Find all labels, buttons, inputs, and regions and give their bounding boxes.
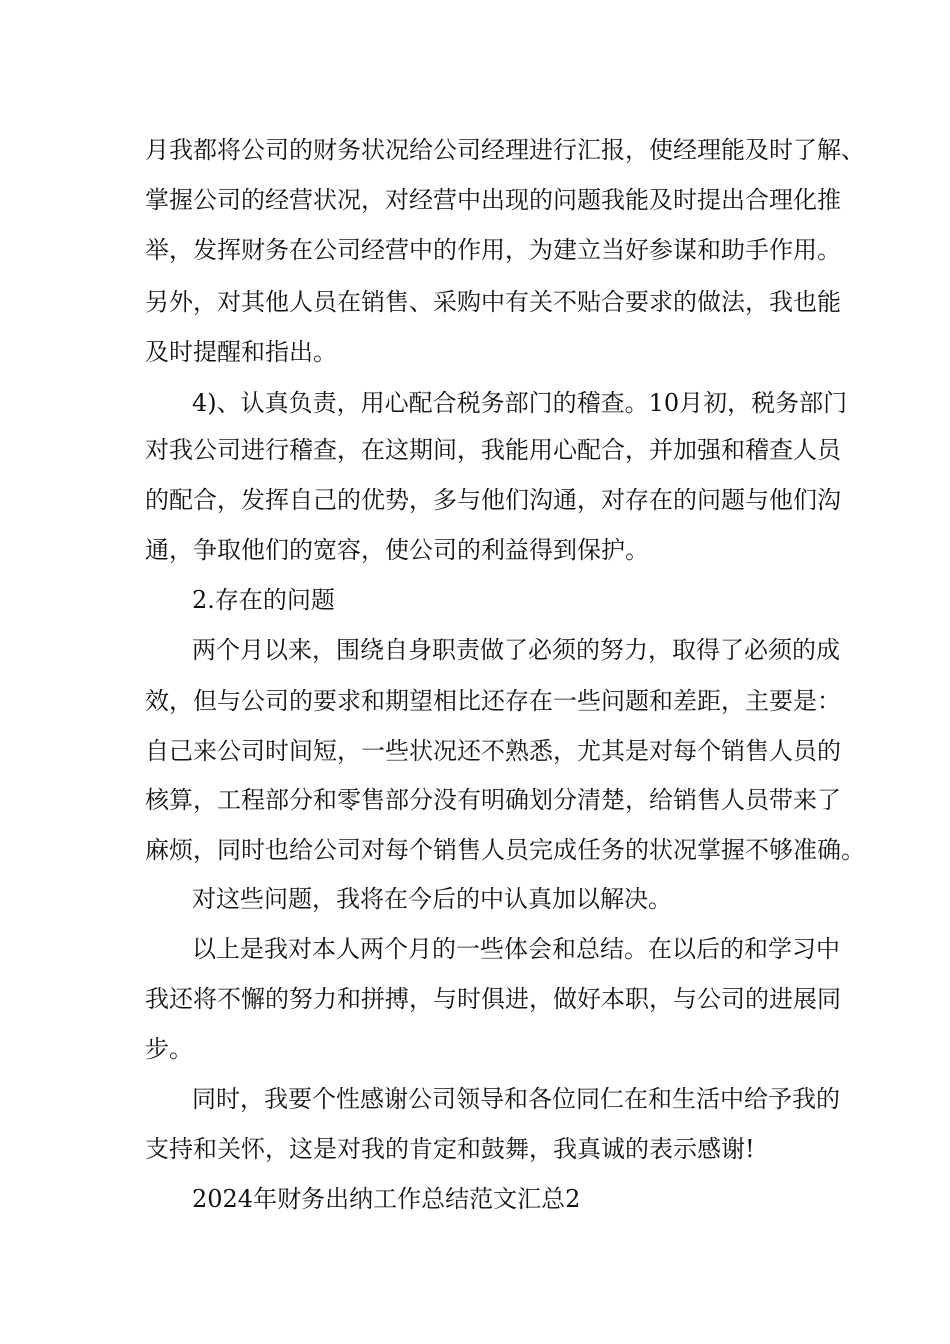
paragraph-line-9: 通，争取他们的宽容，使公司的利益得到保护。 xyxy=(145,536,649,564)
paragraph-line-3: 举，发挥财务在公司经营中的作用，为建立当好参谋和助手作用。 xyxy=(145,236,841,264)
paragraph-line-2: 掌握公司的经营状况，对经营中出现的问题我能及时提出合理化推 xyxy=(145,186,841,214)
paragraph-line-4: 另外，对其他人员在销售、采购中有关不贴合要求的做法，我也能 xyxy=(145,288,841,316)
paragraph-line-11: 两个月以来，围绕自身职责做了必须的努力，取得了必须的成 xyxy=(192,636,840,664)
paragraph-line-17: 以上是我对本人两个月的一些体会和总结。在以后的和学习中 xyxy=(192,935,840,963)
paragraph-line-13: 自己来公司时间短，一些状况还不熟悉，尤其是对每个销售人员的 xyxy=(145,737,841,765)
paragraph-line-6: 4)、认真负责，用心配合税务部门的稽查。10月初，税务部门 xyxy=(192,389,848,417)
paragraph-line-20: 同时，我要个性感谢公司领导和各位同仁在和生活中给予我的 xyxy=(192,1085,840,1113)
paragraph-line-14: 核算，工程部分和零售部分没有明确划分清楚，给销售人员带来了 xyxy=(145,786,841,814)
paragraph-line-21: 支持和关怀，这是对我的肯定和鼓舞，我真诚的表示感谢! xyxy=(145,1135,755,1163)
paragraph-line-8: 的配合，发挥自己的优势，多与他们沟通，对存在的问题与他们沟 xyxy=(145,486,841,514)
paragraph-line-15: 麻烦，同时也给公司对每个销售人员完成任务的状况掌握不够准确。 xyxy=(145,836,865,864)
section-heading: 2.存在的问题 xyxy=(192,586,335,614)
paragraph-line-16: 对这些问题，我将在今后的中认真加以解决。 xyxy=(192,885,672,913)
paragraph-line-7: 对我公司进行稽查，在这期间，我能用心配合，并加强和稽查人员 xyxy=(145,436,841,464)
paragraph-line-12: 效，但与公司的要求和期望相比还存在一些问题和差距，主要是： xyxy=(145,687,841,715)
paragraph-line-1: 月我都将公司的财务状况给公司经理进行汇报，使经理能及时了解、 xyxy=(145,136,865,164)
document-title-line: 2024年财务出纳工作总结范文汇总2 xyxy=(192,1185,581,1213)
paragraph-line-19: 步。 xyxy=(145,1035,193,1063)
paragraph-line-18: 我还将不懈的努力和拼搏，与时俱进，做好本职，与公司的进展同 xyxy=(145,985,841,1013)
paragraph-line-5: 及时提醒和指出。 xyxy=(145,338,337,366)
